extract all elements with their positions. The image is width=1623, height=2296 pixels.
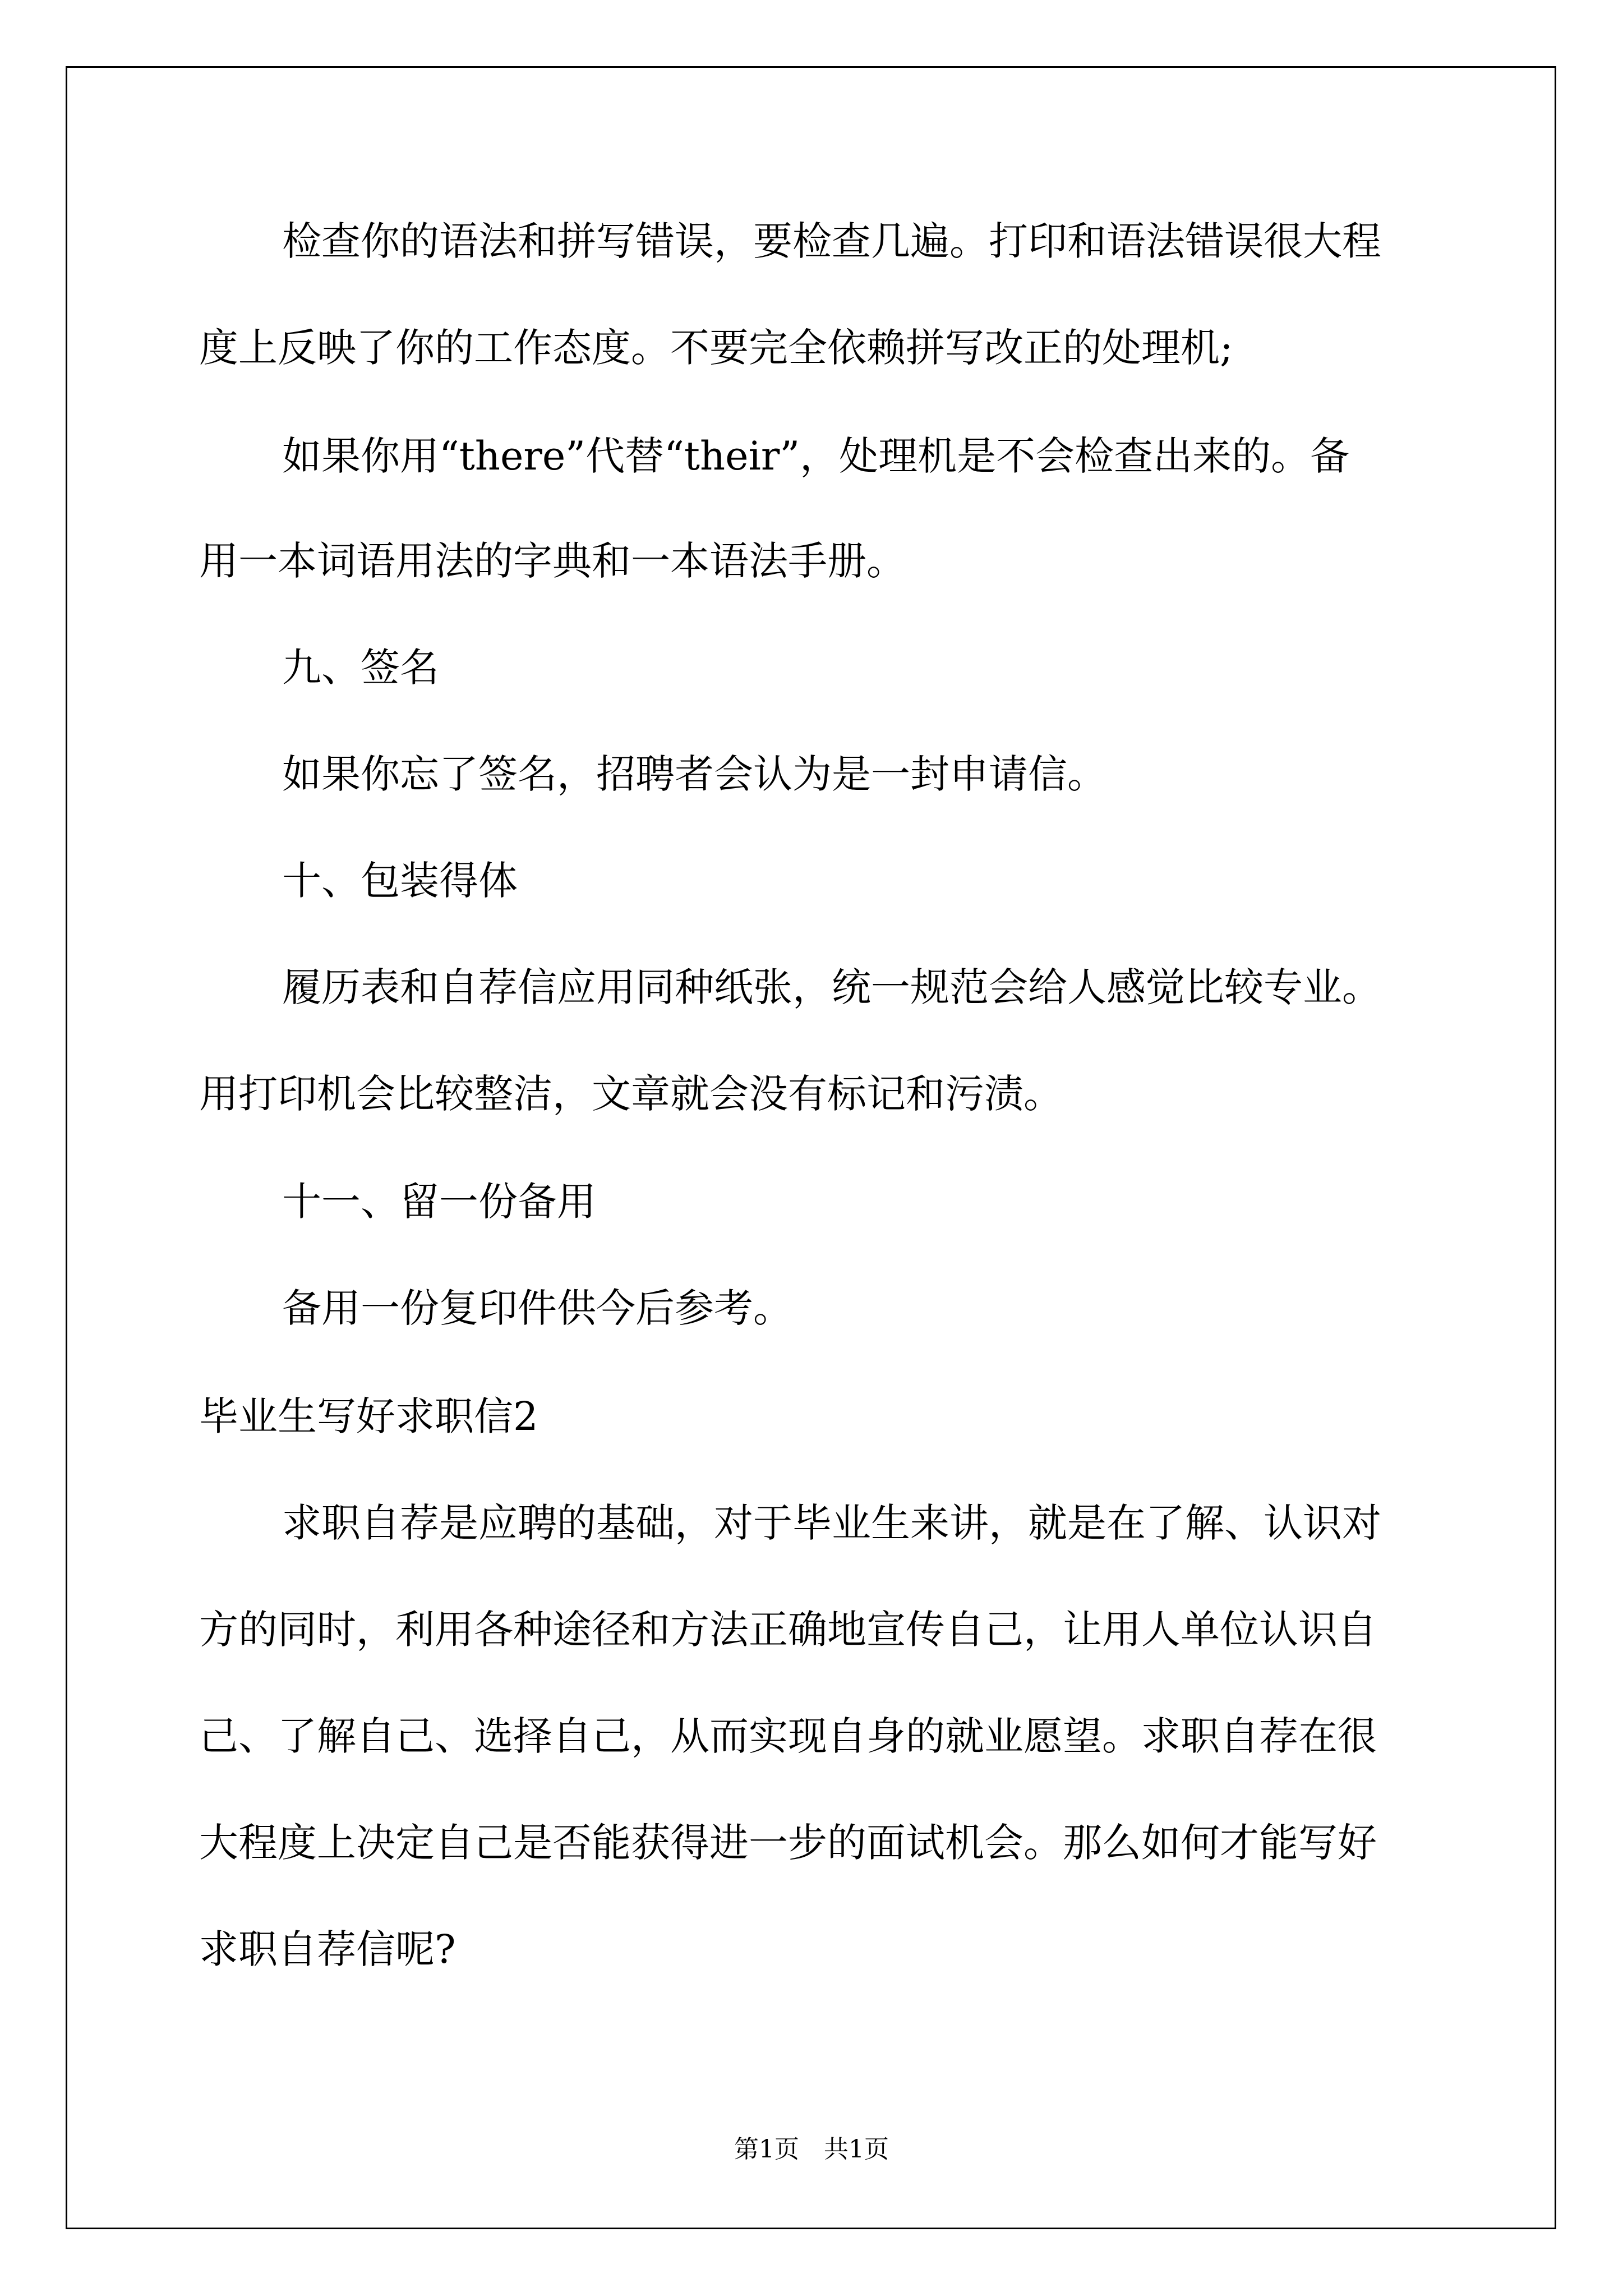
- text-line: 求职自荐信呢?: [199, 1926, 456, 1972]
- text-line: 大程度上决定自己是否能获得进一步的面试机会。那么如何才能写好: [199, 1820, 1377, 1866]
- text-line: 检查你的语法和拼写错误，要检查几遍。打印和语法错误很大程: [282, 218, 1381, 264]
- text-line: 如果你忘了签名，招聘者会认为是一封申请信。: [282, 751, 1106, 797]
- text-line: 用打印机会比较整洁，文章就会没有标记和污渍。: [199, 1071, 1063, 1117]
- text-line: 方的同时，利用各种途径和方法正确地宣传自己，让用人单位认识自: [199, 1607, 1377, 1653]
- article-title: 毕业生写好求职信2: [199, 1393, 538, 1439]
- text-line: 用一本词语用法的字典和一本语法手册。: [199, 538, 906, 584]
- section-heading: 九、签名: [282, 645, 439, 691]
- text-line: 履历表和自荐信应用同种纸张，统一规范会给人感觉比较专业。: [282, 964, 1381, 1010]
- text-line: 如果你用“there”代替“their”，处理机是不会检查出来的。备: [282, 433, 1350, 479]
- text-line: 备用一份复印件供今后参考。: [282, 1285, 792, 1331]
- section-heading: 十、包装得体: [282, 858, 518, 904]
- page-number-footer: 第1页 共1页: [734, 2135, 889, 2164]
- text-line: 度上反映了你的工作态度。不要完全依赖拼写改正的处理机;: [199, 325, 1233, 371]
- text-line: 己、了解自己、选择自己，从而实现自身的就业愿望。求职自荐在很: [199, 1713, 1377, 1759]
- page-border: [66, 66, 1556, 2229]
- section-heading: 十一、留一份备用: [282, 1179, 596, 1225]
- text-line: 求职自荐是应聘的基础，对于毕业生来讲，就是在了解、认识对: [282, 1500, 1381, 1546]
